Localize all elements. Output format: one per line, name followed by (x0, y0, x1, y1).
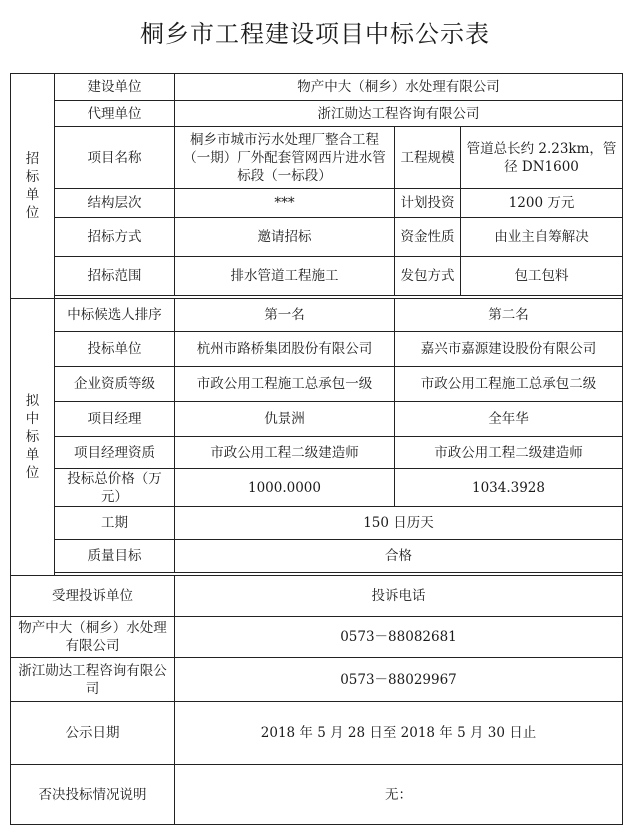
scale-label: 工程规模 (395, 127, 461, 189)
fund-value: 由业主自筹解决 (461, 217, 623, 256)
method-label: 招标方式 (55, 217, 175, 256)
notice-date-label: 公示日期 (11, 701, 175, 765)
scope-label: 招标范围 (55, 256, 175, 295)
quality-label: 质量目标 (55, 540, 175, 573)
section-tender-unit-label: 招 标 单 位 (11, 74, 55, 299)
contract-value: 包工包料 (461, 256, 623, 295)
pm-qualification-first: 市政公用工程二级建造师 (175, 436, 395, 469)
period-value: 150 日历天 (175, 507, 623, 540)
bid-announcement-table (10, 73, 623, 825)
structure-label: 结构层次 (55, 189, 175, 218)
project-manager-second: 全年华 (395, 401, 623, 436)
qualification-first: 市政公用工程施工总承包一级 (175, 366, 395, 401)
rank-second: 第二名 (395, 298, 623, 331)
investment-label: 计划投资 (395, 189, 461, 218)
qualification-second: 市政公用工程施工总承包二级 (395, 366, 623, 401)
complaint-phone: 0573－88082681 (175, 617, 623, 658)
bidder-first: 杭州市路桥集团股份有限公司 (175, 331, 395, 366)
bid-price-first: 1000.0000 (175, 469, 395, 507)
scale-value: 管道总长约 2.23km，管径 DN1600 (461, 127, 623, 189)
page-title: 桐乡市工程建设项目中标公示表 (140, 20, 490, 48)
veto-value: 无： (175, 765, 623, 825)
complaint-phone: 0573－88029967 (175, 658, 623, 701)
pm-qualification-label: 项目经理资质 (55, 436, 175, 469)
scope-value: 排水管道工程施工 (175, 256, 395, 295)
quality-value: 合格 (175, 540, 623, 573)
agent-label: 代理单位 (55, 100, 175, 127)
project-manager-first: 仇景洲 (175, 401, 395, 436)
notice-date-value: 2018 年 5 月 28 日至 2018 年 5 月 30 日止 (175, 701, 623, 765)
complaint-unit-header: 受理投诉单位 (11, 576, 175, 617)
bid-price-label: 投标总价格（万元） (55, 469, 175, 507)
complaint-phone-header: 投诉电话 (175, 576, 623, 617)
qualification-label: 企业资质等级 (55, 366, 175, 401)
bidder-second: 嘉兴市嘉源建设股份有限公司 (395, 331, 623, 366)
bid-price-second: 1034.3928 (395, 469, 623, 507)
project-manager-label: 项目经理 (55, 401, 175, 436)
pm-qualification-second: 市政公用工程二级建造师 (395, 436, 623, 469)
fund-label: 资金性质 (395, 217, 461, 256)
project-name-value: 桐乡市城市污水处理厂整合工程（一期）厂外配套管网西片进水管标段（一标段） (175, 127, 395, 189)
rank-first: 第一名 (175, 298, 395, 331)
investment-value: 1200 万元 (461, 189, 623, 218)
rank-label: 中标候选人排序 (55, 298, 175, 331)
build-unit-label: 建设单位 (55, 74, 175, 101)
contract-label: 发包方式 (395, 256, 461, 295)
veto-label: 否决投标情况说明 (11, 765, 175, 825)
section-winning-unit-label: 拟 中 标 单 位 (11, 298, 55, 575)
structure-value: *** (175, 189, 395, 218)
build-unit-value: 物产中大（桐乡）水处理有限公司 (175, 74, 623, 101)
agent-value: 浙江勋达工程咨询有限公司 (175, 100, 623, 127)
complaint-unit: 浙江勋达工程咨询有限公司 (11, 658, 175, 701)
period-label: 工期 (55, 507, 175, 540)
complaint-unit: 物产中大（桐乡）水处理有限公司 (11, 617, 175, 658)
bidder-label: 投标单位 (55, 331, 175, 366)
method-value: 邀请招标 (175, 217, 395, 256)
project-name-label: 项目名称 (55, 127, 175, 189)
